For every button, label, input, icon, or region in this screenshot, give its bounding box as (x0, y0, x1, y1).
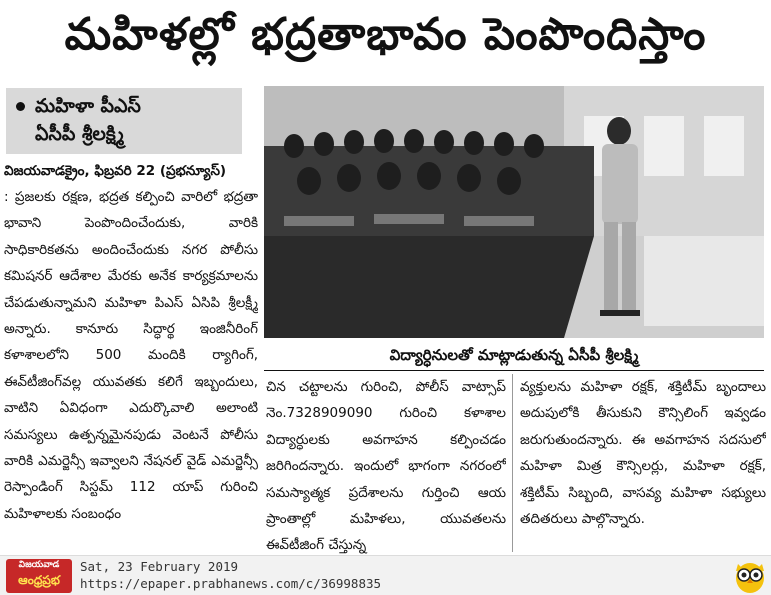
subhead-label-1: మహిళా పీఎస్ (35, 95, 141, 117)
subhead-line-1 (16, 92, 234, 120)
logo-edition-label: విజయవాడ (18, 560, 60, 570)
owl-icon (733, 558, 767, 594)
article-text-col2: చిన చట్టాలను గురించి, పోలీస్ వాట్సాప్ నెం.7328909090 గురించి కళాశాల విద్యార్ధులకు అవగాహన కల్పించడం జరిగిందన్నారు. ఇందులో భాగంగా నగరంలో సమస్యాత్మక ప్రదేశాలను గుర్తించి ఆయ ప్రాంతాల్లో మహిళలు, యువతలను ఈవ్‌టీజింగ్ చేస్తున్న (266, 379, 506, 554)
subhead-line-2: ఏసీపీ శ్రీలక్ష్మి (35, 123, 124, 145)
article-column-3 (520, 374, 766, 554)
classroom-photo (264, 86, 764, 338)
dateline: విజయవాడక్రైం, ఫిబ్రవరి 22 (ప్రభన్యూస్) (4, 163, 227, 179)
article-column-1 (4, 158, 258, 554)
subhead-box (6, 88, 242, 154)
andhra-prabha-logo[interactable] (6, 559, 72, 593)
column-divider (512, 374, 513, 552)
footer-bar (0, 555, 771, 595)
article-column-2 (266, 374, 506, 554)
footer-url-link[interactable]: https://epaper.prabhanews.com/c/36998835 (80, 576, 382, 591)
article-photo (264, 86, 764, 338)
article-text-col1: : ప్రజలకు రక్షణ, భద్రత కల్పించి వారిలో భద్రతా భావాని పెంపొందించేందుకు, వారికి సాధికారికతను అందించేందుకు నగర పోలీసు కమిషనర్ ఆదేశాల మేరకు అనేక కార్యక్రమాలను చేపడుతున్నామని మహిళా పిఎస్ ఏసిపి శ్రీలక్ష్మీ అన్నారు. కానూరు సిద్ధార్థ ఇంజినీరింగ్ కళాశాలలోని 500 మందికి ర్యాగింగ్, ఈవ్‌టీజింగ్‌వల్ల యువతకు కలిగే ఇబ్బందులు, వాటిని ఏవిధంగా ఎదుర్కొవాలి అలాంటి సమస్యలు ఉత్పన్నమైనపుడు వెంటనే పోలీసు వారికి ఎమర్జెన్సీ ఇవ్వాలని నేషనల్ వైడ్ ఎమర్జెన్సీ రెస్పాండింగ్ సిస్టమ్ 112 యాప్ గురించి మహిళాలకు సంబంధం (4, 189, 258, 522)
headline: మహిళల్లో భద్రతాభావం పెంపొందిస్తాం (64, 9, 707, 60)
article-text-col3: వ్యక్తులను మహిళా రక్షక్, శక్తిటీమ్ బృందాలు అదుపులోకి తీసుకుని కౌన్సిలింగ్ ఇవ్వడం జరుగుతుందన్నారు. ఈ అవగాహన సదసులో మహిళా మిత్ర కౌన్సిలర్లు, మహిళా రక్షక్, శక్తిటీమ్ సిబ్బంది, వాసవ్య మహిళా సభ్యులు తదితరులు పాల్గొన్నారు. (520, 379, 766, 528)
photo-caption: విద్యార్ధినులతో మాట్లాడుతున్న ఏసీపీ శ్రీలక్ష్మి (389, 346, 639, 364)
logo-name: ఆంధ్రప్రభ (18, 573, 60, 587)
footer-date: Sat, 23 February 2019 (80, 559, 239, 574)
caption-divider (264, 370, 764, 371)
bullet-icon (16, 102, 25, 111)
